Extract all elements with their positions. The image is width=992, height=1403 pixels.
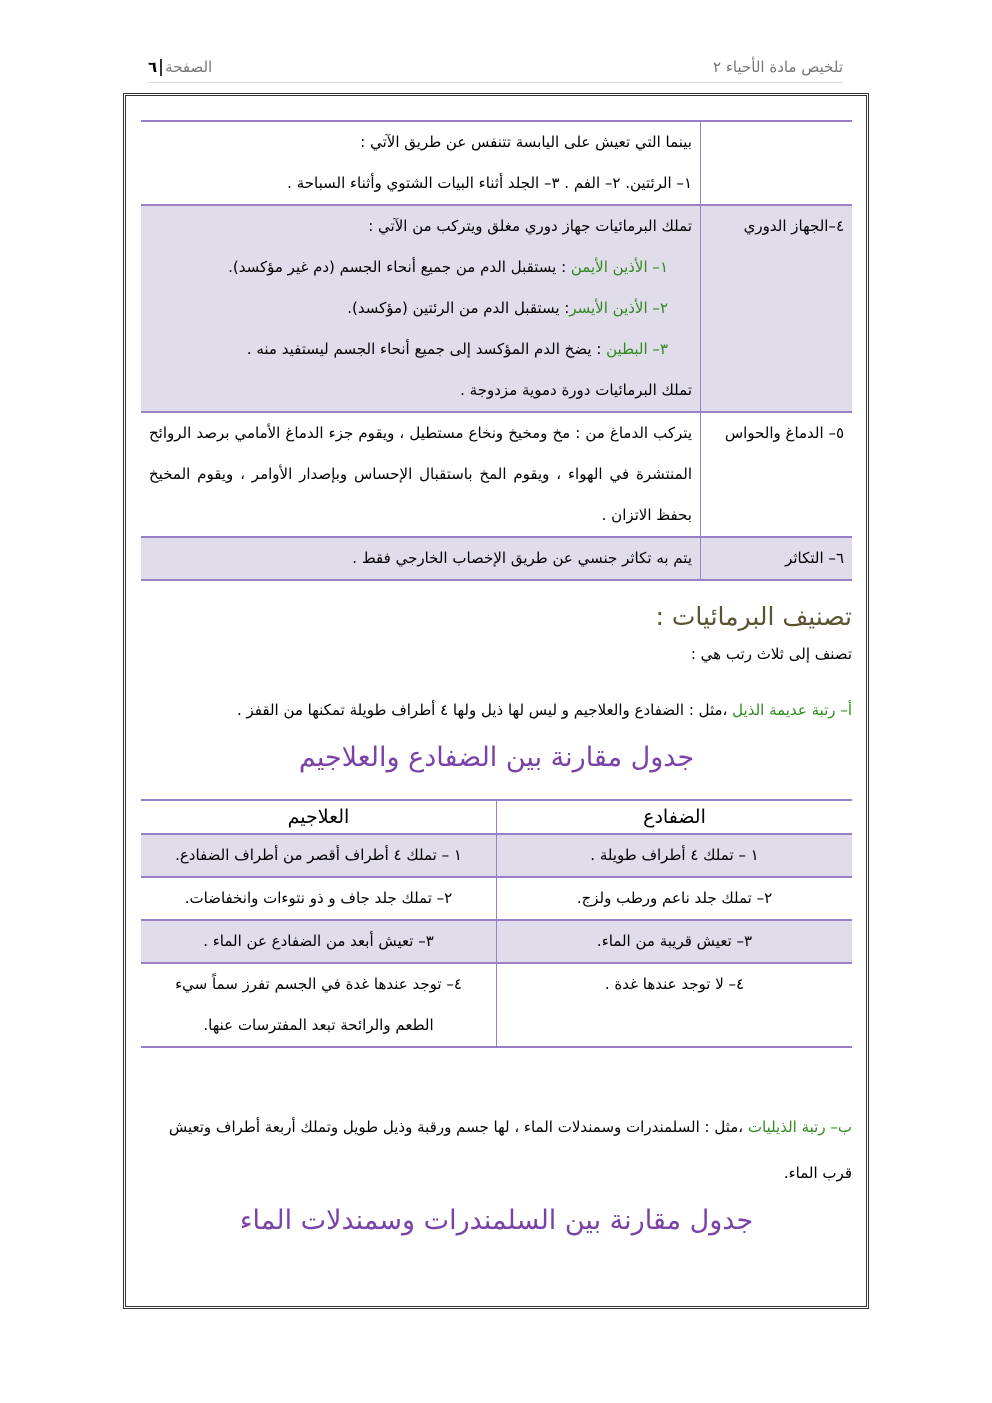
row-key: ٤–الجهاز الدوري bbox=[701, 205, 853, 412]
text-line: تملك البرمائيات دورة دموية مزدوجة . bbox=[460, 381, 692, 399]
cell: ٤– لا توجد عندها غدة . bbox=[497, 963, 853, 1047]
cell: ١ – تملك ٤ أطراف طويلة . bbox=[497, 834, 853, 877]
list-item bbox=[149, 247, 692, 288]
cell: ٣– تعيش قريبة من الماء. bbox=[497, 920, 853, 963]
list-item bbox=[149, 288, 692, 329]
table-row bbox=[141, 205, 852, 412]
order-text: ،مثل : الضفادع والعلاجيم و ليس لها ذيل ولها ٤ أطراف طويلة تمكنها من القفز . bbox=[236, 701, 733, 719]
cell: ١ – تملك ٤ أطراف أقصر من أطراف الضفادع. bbox=[141, 834, 497, 877]
text-line: بينما التي تعيش على اليابسة تتنفس عن طريق الآتي : bbox=[360, 133, 692, 151]
page-number-value: ٦ bbox=[148, 58, 158, 76]
item-term: الأذين الأيسر bbox=[569, 299, 648, 317]
item-number: ١– bbox=[647, 258, 668, 276]
table-row bbox=[141, 920, 852, 963]
column-header: الضفادع bbox=[497, 800, 853, 834]
row-value: يتركب الدماغ من : مخ ومخيخ ونخاع مستطيل ، ويقوم جزء الدماغ الأمامي برصد الروائح المنتشرة في الهواء ، ويقوم المخ باستقبال الإحساس وبإصدار الأوامر ، ويقوم المخيخ بحفظ الاتزان . bbox=[141, 412, 701, 537]
section-intro: تصنف إلى ثلاث رتب هي : bbox=[690, 645, 852, 663]
order-term: رتبة الذيليات bbox=[747, 1118, 826, 1136]
table-row bbox=[141, 537, 852, 580]
page-number bbox=[148, 58, 212, 76]
row-key: ٦– التكاثر bbox=[701, 537, 853, 580]
comparison-title: جدول مقارنة بين الضفادع والعلاجيم bbox=[298, 742, 695, 773]
item-number: ٣– bbox=[647, 340, 668, 358]
cell: ٢– تملك جلد جاف و ذو نتوءات وانخفاضات. bbox=[141, 877, 497, 920]
item-term: الأذين الأيمن bbox=[570, 258, 648, 276]
item-text: : يستقبل الدم من جميع أنحاء الجسم (دم غير مؤكسد). bbox=[228, 258, 571, 276]
content bbox=[141, 120, 852, 1246]
comparison-title-2: جدول مقارنة بين السلمندرات وسمندلات الماء bbox=[239, 1205, 754, 1236]
item-prefix: أ– bbox=[835, 701, 852, 719]
item-prefix: ب– bbox=[825, 1118, 852, 1136]
order-b-paragraph bbox=[141, 1104, 852, 1196]
order-a-paragraph bbox=[141, 687, 852, 733]
cell: ٢– تملك جلد ناعم ورطب ولزج. bbox=[497, 877, 853, 920]
row-key bbox=[701, 121, 853, 205]
item-term: البطين bbox=[606, 340, 648, 358]
page-header bbox=[148, 56, 843, 83]
table-row bbox=[141, 963, 852, 1047]
document-title: تلخيص مادة الأحياء ٢ bbox=[713, 58, 843, 76]
item-text: : يضخ الدم المؤكسد إلى جميع أنحاء الجسم ليستفيد منه . bbox=[246, 340, 607, 358]
cell: ٤– توجد عندها غدة في الجسم تفرز سماً سيء الطعم والرائحة تبعد المفترسات عنها. bbox=[141, 963, 497, 1047]
section-heading: تصنيف البرمائيات : bbox=[655, 602, 852, 631]
row-value bbox=[141, 205, 701, 412]
table-row bbox=[141, 412, 852, 537]
item-number: ٢– bbox=[647, 299, 668, 317]
list-item bbox=[149, 329, 692, 370]
table-row bbox=[141, 121, 852, 205]
row-value bbox=[141, 121, 701, 205]
table-row bbox=[141, 834, 852, 877]
order-text: ،مثل : السلمندرات وسمندلات الماء ، لها جسم ورقبة وذيل طويل وتملك أربعة أطراف وتعيش قرب الماء. bbox=[168, 1118, 852, 1182]
order-term: رتبة عديمة الذيل bbox=[732, 701, 836, 719]
text-line: تملك البرمائيات جهاز دوري مغلق ويتركب من الآتي : bbox=[368, 217, 692, 235]
table-row bbox=[141, 877, 852, 920]
text-line: ١– الرئتين. ٢– الفم . ٣– الجلد أثناء البيات الشتوي وأثناء السباحة . bbox=[287, 174, 692, 192]
header-row bbox=[141, 800, 852, 834]
item-text: : يستقبل الدم من الرئتين (مؤكسد). bbox=[347, 299, 570, 317]
features-table bbox=[141, 120, 852, 581]
column-header: العلاجيم bbox=[141, 800, 497, 834]
comparison-table bbox=[141, 799, 852, 1048]
row-value: يتم به تكاثر جنسي عن طريق الإخصاب الخارجي فقط . bbox=[141, 537, 701, 580]
divider bbox=[160, 59, 162, 76]
cell: ٣– تعيش أبعد من الضفادع عن الماء . bbox=[141, 920, 497, 963]
page-label: الصفحة bbox=[165, 58, 213, 76]
row-key: ٥– الدماغ والحواس bbox=[701, 412, 853, 537]
